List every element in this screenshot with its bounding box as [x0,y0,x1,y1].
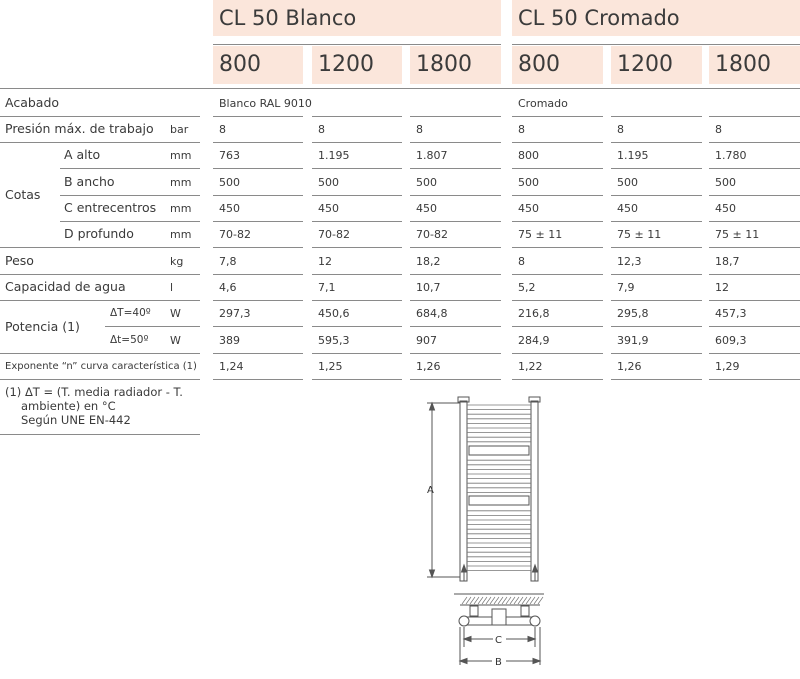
radiator-diagram [420,395,560,670]
table-cell: 4,6 [219,281,237,294]
cell-divider [512,274,603,275]
cell-divider [410,221,501,222]
row-unit: mm [170,228,192,241]
table-cell: 8 [416,123,423,136]
cell-divider [512,353,603,354]
cell-divider [410,274,501,275]
table-cell: 800 [518,149,539,162]
table-cell: 500 [416,176,437,189]
cell-divider [512,326,603,327]
table-cell: 7,9 [617,281,635,294]
cell-divider [213,326,303,327]
row-divider [0,274,200,275]
model-header [312,46,402,84]
cell-divider [312,247,402,248]
group-underline [512,44,800,45]
dimension-c-label: C [495,635,502,646]
row-sublabel: A alto [64,147,101,162]
cell-divider [611,142,702,143]
cell-divider [709,300,800,301]
cell-divider [512,195,603,196]
cell-divider [213,379,303,380]
row-label: Acabado [5,95,60,110]
model-label: 1800 [416,52,472,77]
cell-divider [512,221,603,222]
table-cell: 763 [219,149,240,162]
table-cell: 500 [318,176,339,189]
table-cell: 7,1 [318,281,336,294]
cell-divider [611,300,702,301]
model-label: 1200 [617,52,673,77]
dimension-b-label: B [495,657,502,668]
table-cell: 450 [416,202,437,215]
table-cell: 7,8 [219,255,237,268]
cell-divider [312,379,402,380]
cell-divider [312,221,402,222]
cell-divider [611,116,702,117]
row-sublabel: B ancho [64,174,115,189]
footnote-line-3: Según UNE EN-442 [21,413,131,427]
table-cell: 1,26 [416,360,441,373]
table-cell: 500 [219,176,240,189]
cell-divider [312,142,402,143]
cell-divider [213,221,303,222]
cell-divider [709,142,800,143]
row-sublabel: D profundo [64,226,134,241]
cell-divider [312,300,402,301]
table-cell: 18,7 [715,255,740,268]
cell-divider [611,168,702,169]
model-label: 1800 [715,52,771,77]
table-cell: 75 ± 11 [518,228,563,241]
table-cell: 70-82 [416,228,448,241]
row-divider [60,221,200,222]
row-divider [105,326,200,327]
model-label: 800 [219,52,261,77]
cell-divider [213,116,303,117]
row-divider [0,247,200,248]
row-label: Presión máx. de trabajo [5,121,154,136]
table-cell: 70-82 [219,228,251,241]
model-label: 1200 [318,52,374,77]
table-cell: 5,2 [518,281,536,294]
footnote-divider [0,434,200,435]
model-header [611,46,702,84]
cell-divider [512,379,603,380]
cell-divider [410,142,501,143]
cell-divider [410,300,501,301]
cell-divider [611,326,702,327]
table-cell: 18,2 [416,255,441,268]
table-cell: 284,9 [518,334,550,347]
cell-divider [709,379,800,380]
table-cell: 457,3 [715,307,747,320]
cell-divider [611,379,702,380]
table-cell: 500 [617,176,638,189]
cell-divider [213,247,303,248]
cell-divider [512,168,603,169]
row-label: Exponente “n” curva característica (1) [5,361,197,372]
table-cell: 1,26 [617,360,642,373]
table-cell: 297,3 [219,307,251,320]
cell-divider [213,168,303,169]
table-cell: 907 [416,334,437,347]
table-cell: 500 [715,176,736,189]
cell-divider [213,195,303,196]
group-header-1 [512,0,800,36]
row-divider [0,300,200,301]
table-cell: 75 ± 11 [617,228,662,241]
table-cell: 8 [318,123,325,136]
table-cell: 8 [518,123,525,136]
row-divider [60,195,200,196]
table-cell: Cromado [518,97,568,110]
footnote-line-2: ambiente) en °C [21,399,116,413]
potencia-label: Potencia (1) [5,319,80,334]
cell-divider [611,274,702,275]
cell-divider [709,353,800,354]
cell-divider [410,247,501,248]
table-cell: 10,7 [416,281,441,294]
cell-divider [709,168,800,169]
group-underline [213,44,501,45]
model-header [512,46,603,84]
cell-divider [410,379,501,380]
cell-divider [709,326,800,327]
cell-divider [213,274,303,275]
row-unit: bar [170,123,189,136]
table-cell: 1.807 [416,149,448,162]
group-header-0 [213,0,501,36]
dimension-a-label: A [427,485,434,496]
table-cell: 450 [617,202,638,215]
table-cell: 70-82 [318,228,350,241]
table-cell: 12,3 [617,255,642,268]
table-cell: Blanco RAL 9010 [219,97,312,110]
row-label: Peso [5,253,34,268]
cell-divider [611,353,702,354]
cell-divider [410,168,501,169]
row-sublabel: ΔT=40º [110,307,151,319]
cell-divider [312,274,402,275]
model-header [709,46,800,84]
table-cell: 684,8 [416,307,448,320]
header-divider [0,88,800,89]
table-cell: 8 [518,255,525,268]
table-cell: 8 [219,123,226,136]
table-cell: 391,9 [617,334,649,347]
table-cell: 595,3 [318,334,350,347]
table-cell: 450 [518,202,539,215]
cell-divider [312,326,402,327]
table-cell: 1.780 [715,149,747,162]
cell-divider [410,195,501,196]
cell-divider [709,221,800,222]
table-cell: 12 [715,281,729,294]
row-unit: mm [170,176,192,189]
row-unit: mm [170,202,192,215]
group-title: CL 50 Cromado [518,6,680,30]
table-cell: 450 [715,202,736,215]
footnote-line-1: (1) ΔT = (T. media radiador - T. [5,385,183,399]
table-cell: 389 [219,334,240,347]
cotas-label: Cotas [5,187,41,202]
model-header [410,46,501,84]
table-cell: 8 [715,123,722,136]
group-title: CL 50 Blanco [219,6,357,30]
cell-divider [312,195,402,196]
table-cell: 450 [219,202,240,215]
cell-divider [512,300,603,301]
row-unit: W [170,307,181,320]
cell-divider [611,221,702,222]
row-unit: W [170,334,181,347]
row-unit: l [170,281,174,294]
cell-divider [312,353,402,354]
table-cell: 12 [318,255,332,268]
cell-divider [312,168,402,169]
row-sublabel: Δt=50º [110,334,149,346]
row-unit: kg [170,255,184,268]
table-cell: 1,24 [219,360,244,373]
table-cell: 1,22 [518,360,543,373]
cell-divider [512,116,603,117]
table-cell: 1.195 [318,149,350,162]
table-cell: 295,8 [617,307,649,320]
model-header [213,46,303,84]
cell-divider [611,247,702,248]
table-cell: 8 [617,123,624,136]
row-divider [60,168,200,169]
cell-divider [410,326,501,327]
table-cell: 1,29 [715,360,740,373]
row-divider [0,353,200,354]
cell-divider [512,142,603,143]
row-label: Capacidad de agua [5,279,126,294]
table-cell: 1,25 [318,360,343,373]
row-unit: mm [170,149,192,162]
table-cell: 450 [318,202,339,215]
table-cell: 216,8 [518,307,550,320]
cell-divider [709,116,800,117]
cell-divider [213,142,303,143]
row-divider [0,379,200,380]
cell-divider [213,353,303,354]
table-cell: 450,6 [318,307,350,320]
cell-divider [213,300,303,301]
table-cell: 75 ± 11 [715,228,760,241]
cell-divider [611,195,702,196]
table-cell: 500 [518,176,539,189]
cell-divider [709,247,800,248]
cell-divider [410,353,501,354]
cell-divider [709,274,800,275]
cell-divider [312,116,402,117]
table-cell: 1.195 [617,149,649,162]
footnote [5,385,183,427]
row-divider [0,142,200,143]
row-sublabel: C entrecentros [64,200,157,215]
row-divider [0,116,200,117]
table-cell: 609,3 [715,334,747,347]
model-label: 800 [518,52,560,77]
cell-divider [709,195,800,196]
cell-divider [410,116,501,117]
cell-divider [512,247,603,248]
